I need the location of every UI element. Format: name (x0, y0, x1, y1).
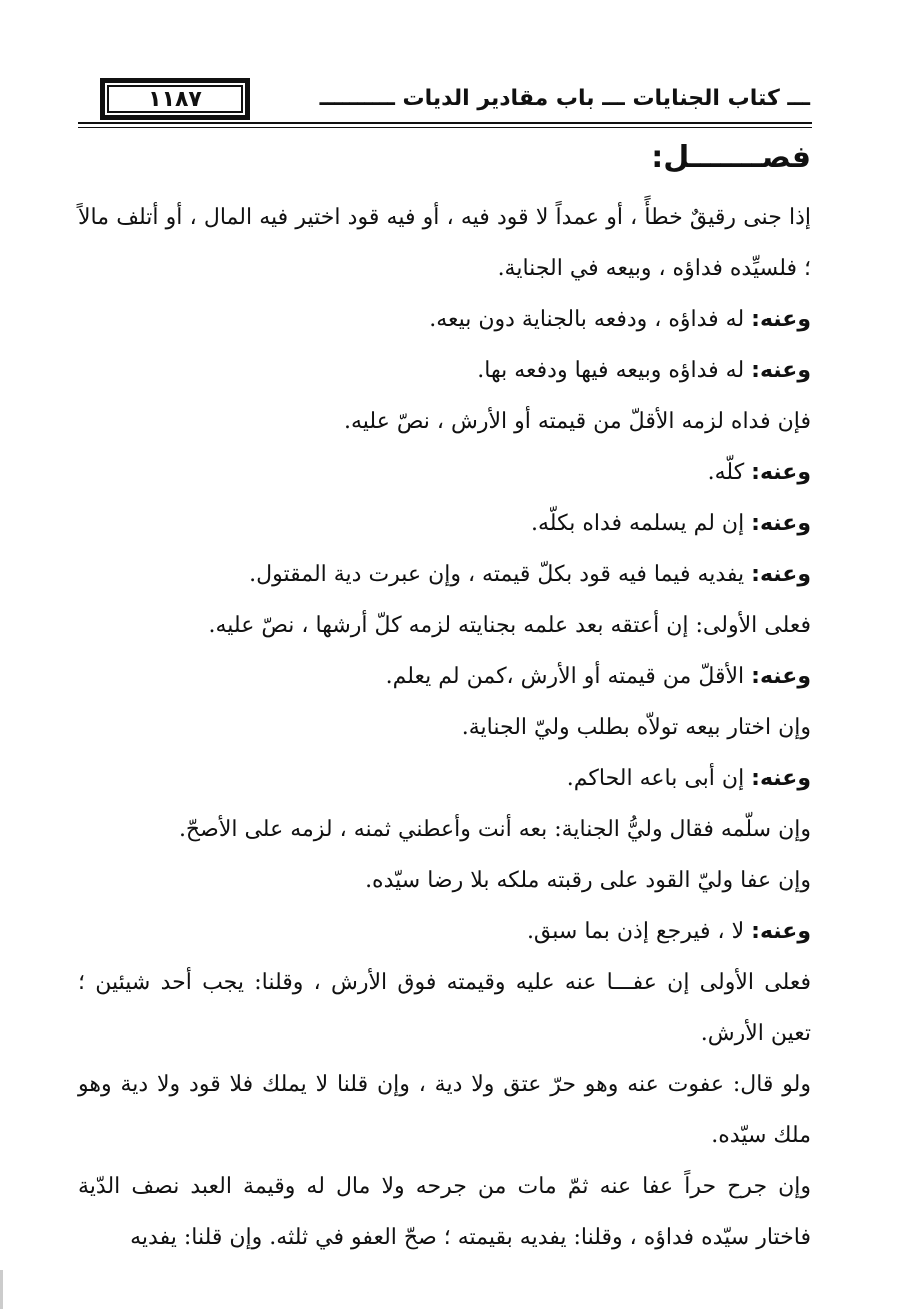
paragraph-text: وإن عفا وليّ القود على رقبته ملكه بلا رضا سيّده. (365, 868, 811, 893)
paragraph-lead: وعنه: (751, 664, 811, 689)
paragraph (78, 651, 811, 702)
running-title: ـــ كتاب الجنايات ـــ باب مقادير الديات ــــــــــ (319, 86, 810, 111)
paragraph-text: الأقلّ من قيمته أو الأرش ،كمن لم يعلم. (385, 664, 752, 689)
paragraph-text: كلّه. (707, 460, 752, 485)
paragraph (78, 855, 811, 906)
paragraph-lead: وعنه: (751, 460, 811, 485)
paragraph-text: فعلى الأولى: إن أعتقه بعد علمه بجنايته لزمه كلّ أرشها ، نصّ عليه. (208, 613, 811, 638)
paragraph-text: لا ، فيرجع إذن بما سبق. (526, 919, 752, 944)
paragraph-text: له فداؤه وبيعه فيها ودفعه بها. (477, 358, 752, 383)
paragraph-lead: وعنه: (751, 562, 811, 587)
paragraph (78, 804, 811, 855)
paragraph (78, 447, 811, 498)
section-heading: فصـــــــل: (651, 140, 811, 175)
paragraph-lead: وعنه: (751, 358, 811, 383)
page-number: ١١٨٧ (100, 78, 250, 120)
paragraph-text: إن لم يسلمه فداه بكلّه. (531, 511, 752, 536)
paragraph-text: وإن اختار بيعه تولاّه بطلب وليّ الجناية. (461, 715, 811, 740)
paragraph-text: إذا جنى رقيقٌ خطأً ، أو عمداً لا قود فيه ، أو فيه قود اختير فيه المال ، أو أتلف مالاً ؛ فلسيِّده فداؤه ، وبيعه في الجناية. (78, 205, 811, 281)
paragraph-text: له فداؤه ، ودفعه بالجناية دون بيعه. (429, 307, 752, 332)
paragraph (78, 549, 811, 600)
paragraph-text: ولو قال: عفوت عنه وهو حرّ عتق ولا دية ، وإن قلنا لا يملك فلا قود ولا دية وهو ملك سيّده. (78, 1072, 811, 1148)
paragraph-text: فعلى الأولى إن عفـــا عنه عليه وقيمته فوق الأرش ، وقلنا: يجب أحد شيئين ؛ تعين الأرش. (78, 970, 811, 1046)
paragraph-text: فإن فداه لزمه الأقلّ من قيمته أو الأرش ، نصّ عليه. (344, 409, 811, 434)
paragraph (78, 498, 811, 549)
paragraph-text: وإن جرح حراً عفا عنه ثمّ مات من جرحه ولا مال له وقيمة العبد نصف الدّية فاختار سيّده فداؤه ، وقلنا: يفديه بقيمته ؛ صحّ العفو في ثلثه. وإن قلنا: يفديه (78, 1174, 811, 1250)
page-header (78, 78, 812, 130)
header-rule (78, 122, 812, 128)
paragraph-lead: وعنه: (751, 307, 811, 332)
paragraph (78, 753, 811, 804)
paragraph-text: يفديه فيما فيه قود بكلّ قيمته ، وإن عبرت دية المقتول. (249, 562, 752, 587)
paragraph (78, 702, 811, 753)
paragraph (78, 600, 811, 651)
paragraph-lead: وعنه: (751, 511, 811, 536)
scan-edge-mark (0, 1270, 3, 1309)
paragraph-text: وإن سلّمه فقال وليُّ الجناية: بعه أنت وأعطني ثمنه ، لزمه على الأصحّ. (178, 817, 811, 842)
body-text (78, 192, 811, 1263)
paragraph-lead: وعنه: (751, 919, 811, 944)
paragraph (78, 192, 811, 294)
paragraph (78, 1161, 811, 1263)
paragraph (78, 1059, 811, 1161)
paragraph-lead: وعنه: (751, 766, 811, 791)
paragraph (78, 396, 811, 447)
paragraph (78, 957, 811, 1059)
paragraph (78, 294, 811, 345)
paragraph (78, 345, 811, 396)
paragraph (78, 906, 811, 957)
paragraph-text: إن أبى باعه الحاكم. (566, 766, 752, 791)
